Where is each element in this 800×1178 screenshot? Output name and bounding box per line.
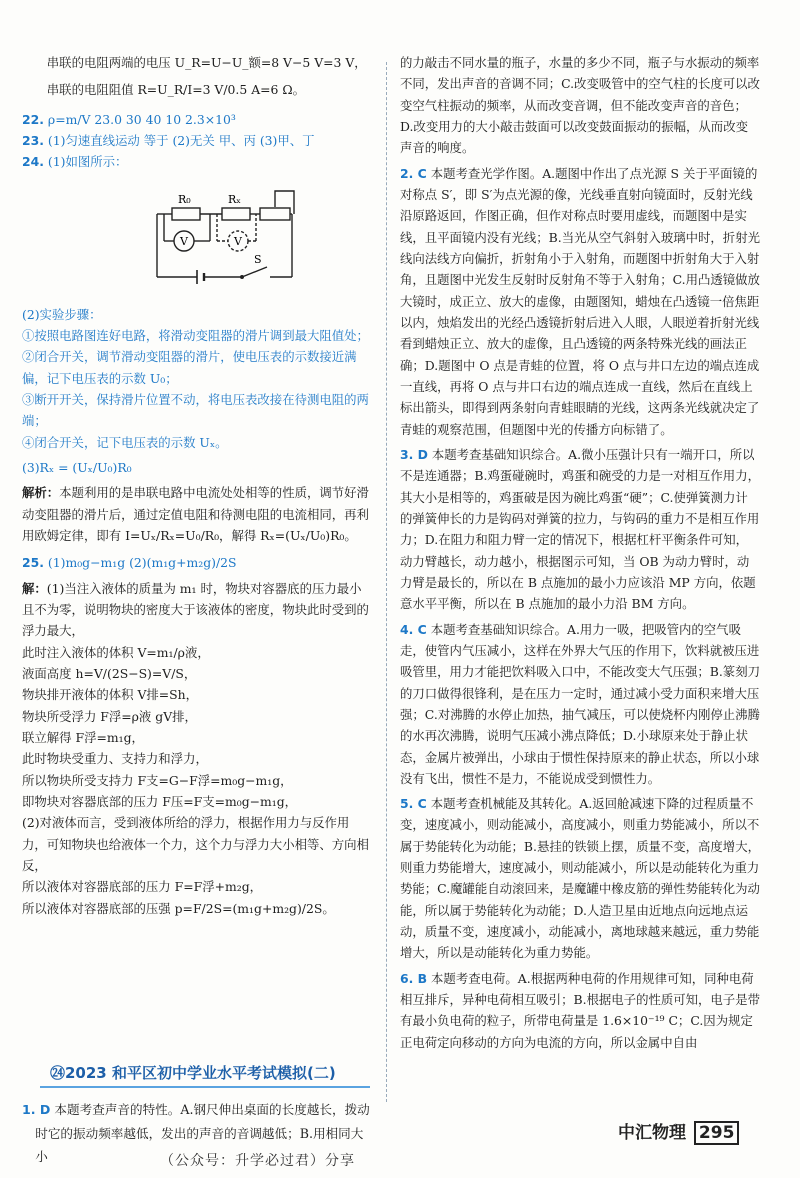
- q6-text: 本题考查电荷。A.根据两种电荷的作用规律可知，同种电荷相互排斥，异种电荷相互吸引；B.根据电子的性质可知，电子是带有最小负电荷的粒子，所带电荷量是 1.6×10⁻¹⁹ C；C.因为规定正电荷定向移动的方向为电流的方向，所以金属中自由: [400, 970, 760, 1050]
- section-title: [50, 1062, 370, 1083]
- left-column: [22, 52, 372, 919]
- solution-line-2: 此时注入液体的体积 V=m₁/ρ液，: [22, 644, 210, 660]
- step-2: ②闭合开关，调节滑动变阻器的滑片，使电压表的示数接近满偏，记下电压表的示数 U₀；: [22, 349, 357, 386]
- footer-brand: [618, 1118, 739, 1145]
- footer-note: （公众号：升学必过君）分享: [160, 1153, 355, 1169]
- solution-label: 解：: [22, 580, 47, 596]
- explanation-label: 解析：: [22, 485, 60, 501]
- solution-line-10: (2)对液体而言，受到液体所给的浮力，根据作用力与反作用力，可知物块也给液体一个力，这个力与浮力大小相等、方向相反，: [22, 815, 369, 873]
- q22-text: ρ=m/V 23.0 30 40 10 2.3×10³: [47, 111, 236, 127]
- solution-text-1: (1)当注入液体的质量为 m₁ 时，物块对容器底的压力最小且不为零，说明物块的密度大于该液体的密度，物块此时受到的浮力最大，: [22, 580, 369, 639]
- solution-line-6: 联立解得 F浮=m₁g，: [22, 729, 144, 745]
- label-v1: V: [180, 234, 188, 248]
- solution-line-8: 所以物块所受支持力 F支=G−F浮=m₀g−m₁g，: [22, 772, 293, 788]
- solution-line-5: 物块所受浮力 F浮=ρ液 gV排，: [22, 708, 197, 724]
- resistor-rx: [222, 208, 250, 220]
- q23-text: (1)匀速直线运动 等于 (2)无关 甲、丙 (3)甲、丁: [47, 132, 315, 148]
- label-v2: V: [234, 234, 242, 248]
- q6-number: 6. B: [400, 970, 428, 986]
- section-title-text: ㉔2023 和平区初中学业水平考试模拟(二): [50, 1064, 336, 1082]
- circuit-diagram: [142, 179, 392, 294]
- step-4: ④闭合开关，记下电压表的示数 Uₓ。: [22, 434, 228, 450]
- left-line-2: 串联的电阻阻值 R=U_R/I=3 V/0.5 A=6 Ω。: [46, 82, 306, 98]
- label-r0: R₀: [178, 192, 191, 206]
- label-switch: S: [254, 252, 262, 266]
- q3-number: 3. D: [400, 446, 428, 462]
- q25-text: (1)m₀g−m₁g (2)(m₁g+m₂g)/2S: [47, 555, 237, 571]
- q25-answer: [22, 552, 372, 573]
- rheostat: [260, 208, 290, 220]
- solution-line-12: 所以液体对容器底部的压强 p=F/2S=(m₁g+m₂g)/2S。: [22, 900, 335, 916]
- q3-answer: [400, 444, 760, 615]
- right-column: [400, 52, 760, 1053]
- q25-number: 25.: [22, 555, 44, 571]
- solution-line-11: 所以液体对容器底部的压力 F=F浮+m₂g，: [22, 879, 263, 895]
- q24-answer: [22, 151, 372, 172]
- solution-line-7: 此时物块受重力、支持力和浮力，: [22, 751, 208, 767]
- circuit-svg: [142, 179, 392, 294]
- q24-part3: (3)Rₓ = (Uₓ/U₀)R₀: [22, 459, 132, 475]
- q5-answer: [400, 793, 760, 964]
- q6-answer: [400, 968, 760, 1053]
- q4-text: 本题考查基础知识综合。A.用力一吸，把吸管内的空气吸走，使管内气压减小，这样在外界大气压的作用下，饮料就被压进吸管里，用力才能把饮料吸入口中，不能改变大气压强；B.篆刻刀的刀口做得很锋利，是在压力一定时，通过减小受力面积来增大压强；C.对沸腾的水停止加热，抽气减压，可以使烧杯内刚停止沸腾的水再次沸腾，说明气压减小沸点降低；D.小球原来处于静止状态，金属片被弹出，小球由于惯性保持原来的静止状态，所以小球没有飞出，惯性不是力，不能说成受到惯性力。: [400, 621, 760, 786]
- step-1: ①按照电路图连好电路，将滑动变阻器的滑片调到最大阻值处；: [22, 327, 369, 343]
- q1-number: 1. D: [22, 1102, 51, 1117]
- column-divider: [386, 62, 388, 1102]
- solution-line-9: 即物块对容器底部的压力 F压=F支=m₀g−m₁g，: [22, 793, 298, 809]
- q24-number: 24.: [22, 154, 44, 170]
- steps-heading: (2)实验步骤：: [22, 306, 102, 322]
- label-rx: Rₓ: [228, 192, 241, 206]
- section-title-underline: [40, 1086, 370, 1088]
- q22-number: 22.: [22, 111, 44, 127]
- q25-solution-1: [22, 578, 372, 642]
- q4-number: 4. C: [400, 621, 427, 637]
- step-3: ③断开开关，保持滑片位置不动，将电压表改接在待测电阻的两端；: [22, 391, 369, 429]
- left-line-1: 串联的电阻两端的电压 U_R=U−U_额=8 V−5 V=3 V，: [46, 55, 367, 70]
- q2-answer: [400, 163, 760, 440]
- q22-answer: [22, 109, 372, 130]
- q24-text: (1)如图所示：: [47, 154, 128, 170]
- explanation-text: 本题利用的是串联电路中电流处处相等的性质，调节好滑动变阻器的滑片后，通过定值电阻和待测电阻的电流相同，再利用欧姆定律，即有 I=Uₓ/Rₓ=U₀/R₀，解得 Rₓ=(Uₓ/U₀)R₀。: [22, 485, 369, 543]
- q3-text: 本题考查基础知识综合。A.微小压强计只有一端开口，所以不是连通器；B.鸡蛋碰碗时，鸡蛋和碗受的力是一对相互作用力，其大小是相等的，鸡蛋破是因为碗比鸡蛋“硬”；C.使弹簧测力计的弹簧伸长的力是钩码对弹簧的拉力，与钩码的重力不是相互作用力；D.在阻力和阻力臂一定的情况下，根据杠杆平衡条件可知，动力臂越长，动力越小，根据图示可知，当 OB 为动力臂时，动力臂是最长的，所以在 B 点施加的最小力应该沿 MP 方向，依题意水平平衡，所以在 B 点施加的最小力沿 BM 方向。: [400, 446, 760, 612]
- resistor-r0: [172, 208, 200, 220]
- q1-continued: 的力敲击不同水量的瓶子，水量的多少不同，瓶子与水振动的频率不同，发出声音的音调不同；C.改变吸管中的空气柱的长度可以改变空气柱振动的频率，从而改变音调，但不能改变声音的音色；D.改变用力的大小敲击鼓面可以改变鼓面振动的振幅，从而改变声音的响度。: [400, 55, 760, 156]
- solution-line-4: 物块排开液体的体积 V排=Sh，: [22, 687, 199, 703]
- q23-number: 23.: [22, 132, 44, 148]
- q1-text: 本题考查声音的特性。A.钢尺伸出桌面的长度越长，拨动时它的振动频率越低，发出的声音的音调越低；B.用相同大小: [35, 1102, 370, 1165]
- page-number: 295: [694, 1121, 740, 1145]
- q5-text: 本题考查机械能及其转化。A.返回舱减速下降的过程质量不变，速度减小，则动能减小，高度减小，则重力势能减小，所以不属于势能转化为动能；B.悬挂的铁锁上摆，质量不变，高度增大，则重力势能增大，速度减小，则动能减小，所以是动能转化为重力势能；C.魔罐能自动滚回来，是魔罐中橡皮筋的弹性势能转化为动能，所以属于势能转化为动能；D.人造卫星由近地点向远地点运动，质量不变，速度减小，动能减小，离地球越来越远，重力势能增大，所以是动能转化为重力势能。: [400, 796, 760, 961]
- q4-answer: [400, 619, 760, 790]
- brand-text: 中汇物理: [618, 1123, 686, 1143]
- q2-text: 本题考查光学作图。A.题图中作出了点光源 S 关于平面镜的对称点 S′，即 S′为点光源的像，光线垂直射向镜面时，反射光线沿原路返回，作图正确，但作对称点时要用虚线，而题图中是实线，且平面镜内没有光线；B.当光从空气斜射入玻璃中时，折射光线向法线方向偏折，折射角小于入射角，而题图中折射角大于入射角，且题图中光发生反射时反射角不等于入射角；C.用凸透镜做放大镜时，成正立、放大的虚像，由题图知，蜡烛在凸透镜一倍焦距以内，烛焰发出的光经凸透镜折射后进入人眼，人眼逆着折射光线看到蜡烛正立、放大的虚像，且凸透镜的两条特殊光线的画法正确；D.题图中 O 点是青蛙的位置，将 O 点与井口左边的端点连成一直线，再将 O 点与井口右边的端点连成一直线，然后在直线上标出箭头，即得到两条射向青蛙眼睛的光线，这两条光线就决定了青蛙的观察范围，但题图中光的传播方向标错了。: [400, 165, 760, 437]
- q24-explanation: [22, 482, 372, 546]
- solution-line-3: 液面高度 h=V/(2S−S)=V/S，: [22, 665, 197, 681]
- q23-answer: [22, 130, 372, 151]
- q5-number: 5. C: [400, 796, 427, 812]
- q2-number: 2. C: [400, 165, 427, 181]
